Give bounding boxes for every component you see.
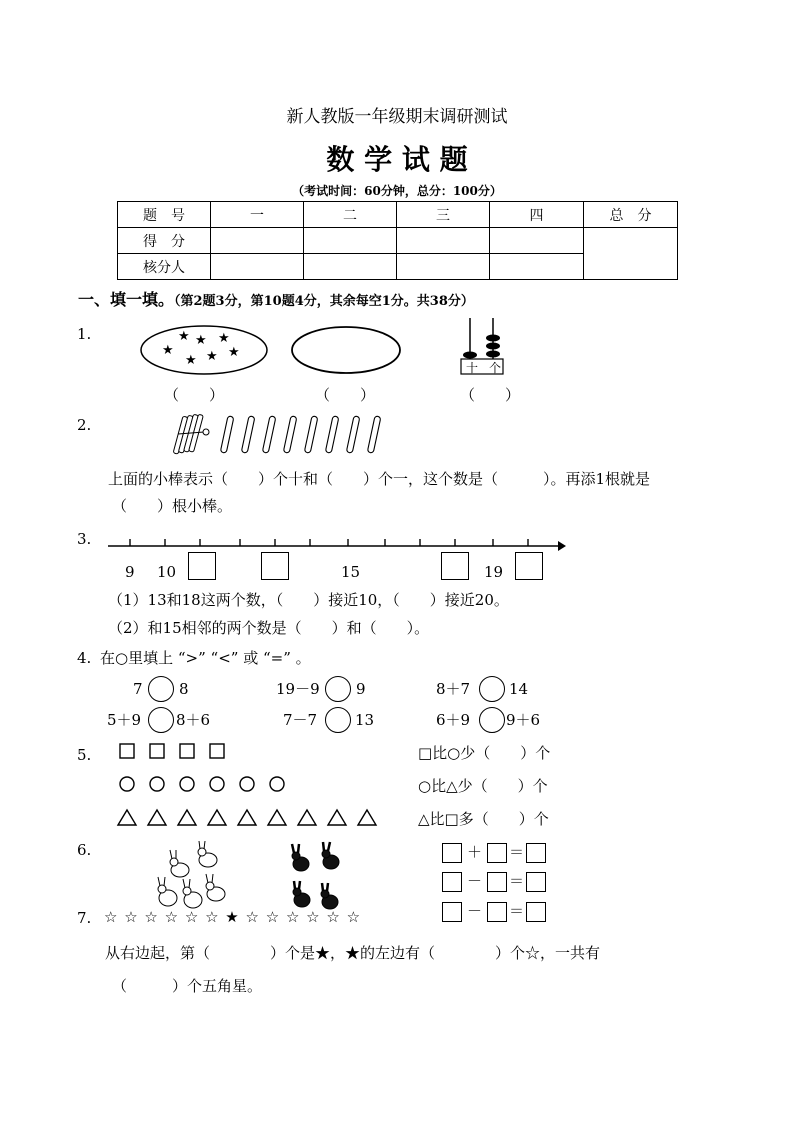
reviewer-cell[interactable] [397,254,490,280]
total-score-cell[interactable] [584,228,678,280]
score-cell[interactable] [490,228,584,254]
operator-sign: － [467,902,483,920]
stick-bundle [173,414,209,454]
reviewer-cell[interactable] [304,254,397,280]
empty-oval [292,327,400,373]
star-icon: ★ [206,349,218,364]
answer-box[interactable] [261,552,289,580]
compare-circle[interactable] [148,707,174,733]
compare-left: 5＋9 [107,711,142,729]
q3-sub2: （2）和15相邻的两个数是（ ）和（ ）。 [108,619,430,637]
reviewer-cell[interactable] [211,254,304,280]
equals-sign: ＝ [509,902,525,920]
number-line-label: 10 [157,563,177,581]
compare-circle[interactable] [479,707,505,733]
column-header-total: 总 分 [584,202,678,228]
compare-left: 6＋9 [436,711,471,729]
question-number: 3. [77,530,92,548]
equation-box[interactable] [442,843,462,863]
star-icon: ★ [178,329,190,344]
number-line [100,535,570,555]
star-group [162,329,240,368]
q5-statement: □比○少（ ）个 [418,744,551,762]
exam-info: （考试时间：60分钟，总分：100分） [292,184,502,198]
compare-circle[interactable] [148,676,174,702]
exam-subtitle: 新人教版一年级期末调研测试 [286,107,508,127]
equation-box[interactable] [526,872,546,892]
question-number: 6. [77,841,92,859]
black-rabbits-picture [285,840,350,915]
column-header-3: 三 [397,202,490,228]
star-row: ☆ ☆ ☆ ☆ ☆ ☆ ★ ☆ ☆ ☆ ☆ ☆ ☆ [104,908,362,926]
answer-blank[interactable]: （ ） [164,386,225,404]
equation-box[interactable] [487,872,507,892]
score-cell[interactable] [397,228,490,254]
row-label-question-number: 题 号 [118,202,211,228]
compare-circle[interactable] [325,676,351,702]
compare-right: 8 [179,680,189,698]
sticks-figure [170,410,400,458]
equals-sign: ＝ [509,872,525,890]
answer-blank[interactable]: （ ） [315,386,376,404]
operator-sign: － [467,872,483,890]
answer-blank[interactable]: （ ） [460,386,521,404]
star-icon: ★ [195,333,207,348]
equation-box[interactable] [526,843,546,863]
star-icon: ★ [228,345,240,360]
operator-sign: ＋ [467,843,483,861]
q5-statement: ○比△少（ ）个 [418,777,548,795]
column-header-1: 一 [211,202,304,228]
q5-statement: △比□多（ ）个 [418,810,549,828]
equation-box[interactable] [487,843,507,863]
star-icon: ★ [162,343,174,358]
single-sticks [220,416,381,453]
compare-circle[interactable] [479,676,505,702]
number-line-label: 9 [125,563,135,581]
question-number: 4. [77,649,92,667]
exam-title: 数 学 试 题 [326,143,468,176]
column-header-2: 二 [304,202,397,228]
section-note: （第2题3分，第10题4分，其余每空1分。共38分） [174,294,474,309]
score-cell[interactable] [211,228,304,254]
compare-left: 8＋7 [436,680,471,698]
reviewer-cell[interactable] [490,254,584,280]
answer-box[interactable] [188,552,216,580]
abacus-tens-label: 十 [466,361,479,375]
question-number: 7. [77,909,92,927]
q2-text-line2: （ ）根小棒。 [112,497,233,515]
q7-text-line1: 从右边起，第（ ）个是★，★的左边有（ ）个☆，一共有 [105,944,601,962]
equation-box[interactable] [442,902,462,922]
compare-right: 9＋6 [506,711,541,729]
compare-left: 7 [133,680,143,698]
q4-instruction: 在○里填上 “>” “<” 或 “=” 。 [100,649,311,667]
number-line-label: 15 [341,563,361,581]
square-row [120,744,224,758]
equation-box[interactable] [526,902,546,922]
compare-right: 14 [509,680,529,698]
compare-circle[interactable] [325,707,351,733]
equation-box[interactable] [442,872,462,892]
section-heading [78,291,474,311]
triangle-row [118,810,376,825]
compare-right: 13 [355,711,375,729]
q7-text-line2: （ ）个五角星。 [112,977,263,995]
shape-rows [110,738,390,833]
question-number: 5. [77,746,92,764]
score-cell[interactable] [304,228,397,254]
number-line-label: 19 [484,563,504,581]
star-icon: ★ [218,331,230,346]
equation-box[interactable] [487,902,507,922]
star-icon: ★ [185,353,197,368]
compare-right: 8＋6 [176,711,211,729]
column-header-4: 四 [490,202,584,228]
equals-sign: ＝ [509,843,525,861]
question-number: 2. [77,416,92,434]
q2-text-line1: 上面的小棒表示（ ）个十和（ ）个一，这个数是（ ）。再添1根就是 [108,470,651,488]
row-label-reviewer: 核分人 [118,254,211,280]
compare-left: 7－7 [283,711,318,729]
q3-sub1: （1）13和18这两个数，（ ）接近10，（ ）接近20。 [108,591,509,609]
row-label-score: 得 分 [118,228,211,254]
score-table [117,201,678,280]
section-title: 一、填一填。 [78,290,175,309]
answer-box[interactable] [441,552,469,580]
white-rabbits-picture [150,838,235,918]
question-number: 1. [77,325,92,343]
answer-box[interactable] [515,552,543,580]
abacus-ones-label: 个 [489,361,502,375]
compare-right: 9 [356,680,366,698]
compare-left: 19－9 [276,680,320,698]
circle-row [120,777,284,791]
